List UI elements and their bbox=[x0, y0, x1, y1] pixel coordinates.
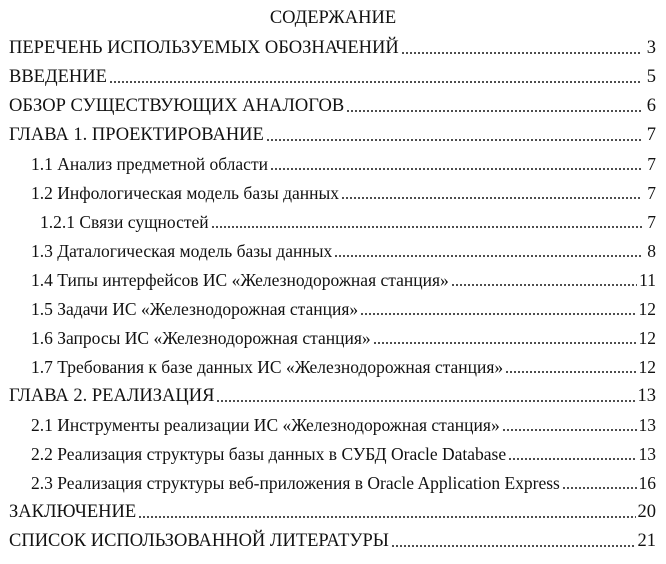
toc-entry[interactable] bbox=[0, 349, 666, 378]
dot-leader bbox=[346, 110, 642, 112]
toc-entry-page-number: 7 bbox=[647, 183, 656, 203]
toc-entry-page-number: 21 bbox=[637, 531, 656, 551]
toc-entry-title: 1.6 Запросы ИС «Железнодорожная станция» bbox=[31, 328, 371, 348]
dot-leader bbox=[401, 52, 642, 54]
toc-entry[interactable] bbox=[0, 117, 666, 146]
toc-entry-page-number: 13 bbox=[638, 415, 656, 435]
toc-list bbox=[0, 30, 666, 552]
toc-entry-title: 2.3 Реализация структуры веб-приложения в Oracle Application Express bbox=[31, 473, 560, 493]
toc-entry[interactable] bbox=[0, 378, 666, 407]
dot-leader bbox=[270, 168, 642, 170]
dot-leader bbox=[391, 545, 636, 547]
toc-entry-title: ОБЗОР СУЩЕСТВУЮЩИХ АНАЛОГОВ bbox=[9, 96, 345, 116]
dot-leader bbox=[502, 429, 637, 431]
dot-leader bbox=[211, 226, 642, 228]
dot-leader bbox=[341, 197, 642, 199]
toc-entry-page-number: 20 bbox=[637, 502, 656, 522]
toc-entry-title: 1.3 Даталогическая модель базы данных bbox=[31, 241, 333, 261]
toc-entry-title: 1.2.1 Связи сущностей bbox=[40, 212, 209, 232]
toc-entry[interactable] bbox=[0, 233, 666, 262]
dot-leader bbox=[266, 139, 642, 141]
dot-leader bbox=[334, 255, 642, 257]
dot-leader bbox=[451, 284, 637, 286]
dot-leader bbox=[505, 371, 636, 373]
toc-entry-page-number: 7 bbox=[646, 125, 656, 145]
toc-entry-title: ГЛАВА 2. РЕАЛИЗАЦИЯ bbox=[9, 386, 215, 406]
dot-leader bbox=[216, 400, 635, 402]
toc-entry-title: 1.2 Инфологическая модель базы данных bbox=[31, 183, 340, 203]
toc-entry[interactable] bbox=[0, 436, 666, 465]
dot-leader bbox=[508, 458, 636, 460]
toc-entry-title: ГЛАВА 1. ПРОЕКТИРОВАНИЕ bbox=[9, 125, 264, 145]
toc-entry-title: ВВЕДЕНИЕ bbox=[9, 67, 107, 87]
toc-entry[interactable] bbox=[0, 204, 666, 233]
toc-entry-title: ЗАКЛЮЧЕНИЕ bbox=[9, 502, 137, 522]
toc-entry-page-number: 6 bbox=[646, 96, 656, 116]
toc-entry-page-number: 11 bbox=[639, 270, 656, 290]
toc-entry-page-number: 3 bbox=[646, 38, 656, 58]
toc-entry[interactable] bbox=[0, 30, 666, 59]
toc-entry[interactable] bbox=[0, 146, 666, 175]
toc-entry-page-number: 12 bbox=[638, 299, 656, 319]
toc-entry-page-number: 12 bbox=[638, 328, 656, 348]
toc-entry-title: ПЕРЕЧЕНЬ ИСПОЛЬЗУЕМЫХ ОБОЗНАЧЕНИЙ bbox=[9, 38, 399, 58]
toc-entry-title: 2.2 Реализация структуры базы данных в СУБД Oracle Database bbox=[31, 444, 507, 464]
toc-entry[interactable] bbox=[0, 59, 666, 88]
toc-entry-page-number: 5 bbox=[646, 67, 656, 87]
dot-leader bbox=[562, 487, 637, 489]
toc-entry-title: 1.5 Задачи ИС «Железнодорожная станция» bbox=[31, 299, 359, 319]
dot-leader bbox=[138, 516, 635, 518]
toc-title: СОДЕРЖАНИЕ bbox=[269, 8, 397, 28]
toc-entry[interactable] bbox=[0, 88, 666, 117]
dot-leader bbox=[109, 81, 642, 83]
toc-entry[interactable] bbox=[0, 262, 666, 291]
dot-leader bbox=[360, 313, 636, 315]
toc-entry[interactable] bbox=[0, 523, 666, 552]
toc-entry-title: 1.4 Типы интерфейсов ИС «Железнодорожная станция» bbox=[31, 270, 449, 290]
toc-entry[interactable] bbox=[0, 291, 666, 320]
toc-entry-page-number: 13 bbox=[637, 386, 656, 406]
toc-entry-title: СПИСОК ИСПОЛЬЗОВАННОЙ ЛИТЕРАТУРЫ bbox=[9, 531, 389, 551]
toc-entry-page-number: 7 bbox=[647, 154, 656, 174]
toc-entry-page-number: 7 bbox=[647, 212, 656, 232]
toc-entry-title: 1.7 Требования к базе данных ИС «Железнодорожная станция» bbox=[31, 357, 504, 377]
toc-entry-page-number: 12 bbox=[638, 357, 656, 377]
dot-leader bbox=[373, 342, 637, 344]
toc-entry[interactable] bbox=[0, 465, 666, 494]
toc-entry[interactable] bbox=[0, 494, 666, 523]
toc-entry-page-number: 13 bbox=[638, 444, 656, 464]
toc-entry-page-number: 8 bbox=[647, 241, 656, 261]
toc-entry[interactable] bbox=[0, 175, 666, 204]
toc-entry[interactable] bbox=[0, 320, 666, 349]
toc-entry[interactable] bbox=[0, 407, 666, 436]
toc-entry-page-number: 16 bbox=[638, 473, 656, 493]
toc-entry-title: 1.1 Анализ предметной области bbox=[31, 154, 268, 174]
toc-entry-title: 2.1 Инструменты реализации ИС «Железнодорожная станция» bbox=[31, 415, 500, 435]
